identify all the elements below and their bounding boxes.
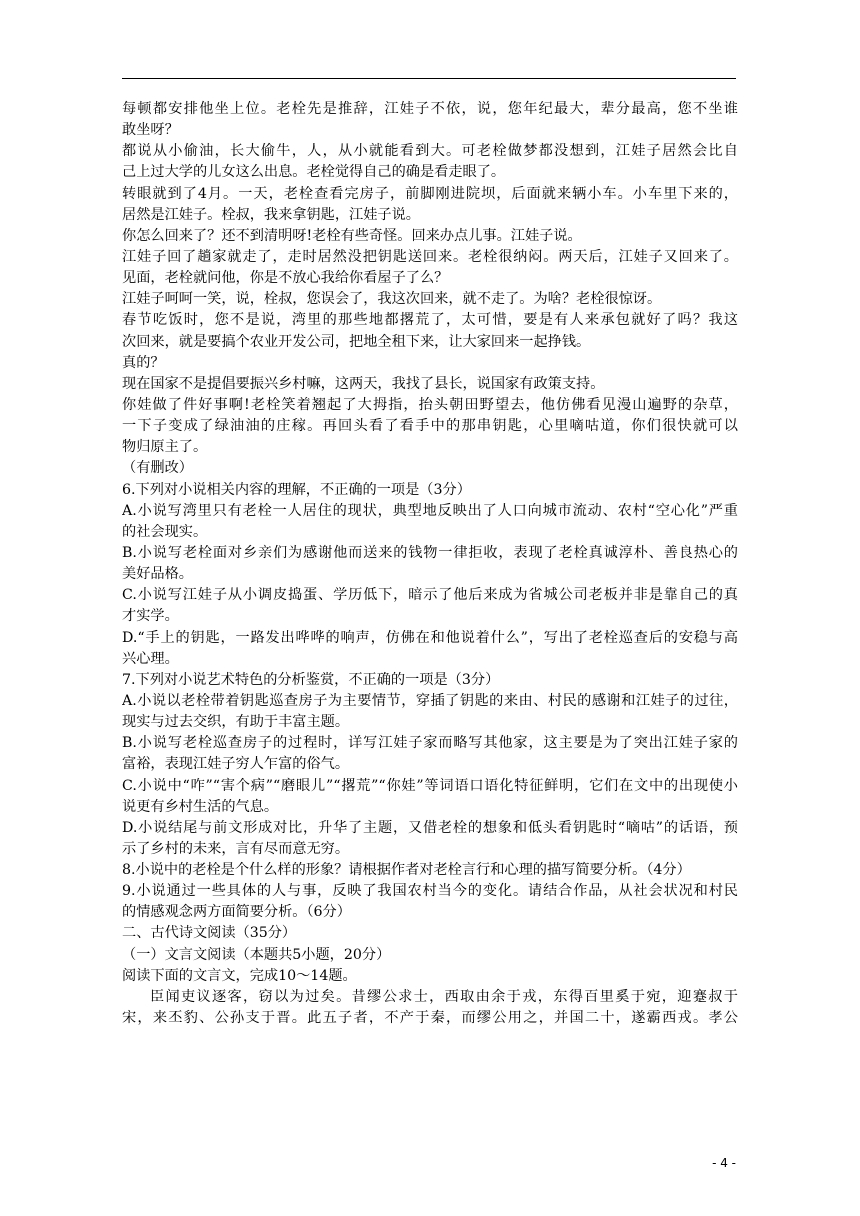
option-7c: C.小说中“咋”“害个病”“磨眼儿”“撂荒”“你娃”等词语口语化特征鲜明，它们在文中的出现使小 xyxy=(122,777,738,794)
header-rule xyxy=(122,78,736,79)
question-9-cont: 的情感观念两方面简要分析。（6分） xyxy=(122,904,351,921)
text-line: 江娃子回了趟家就走了，走时居然没把钥匙送回来。老栓很纳闷。两天后，江娃子又回来了。 xyxy=(122,248,738,265)
text-line: 你怎么回来了？还不到清明呀!老栓有些奇怪。回来办点儿事。江娃子说。 xyxy=(122,227,582,244)
text-line: 真的？ xyxy=(122,354,165,371)
option-7a: A.小说以老栓带着钥匙巡查房子为主要情节，穿插了钥匙的来由、村民的感谢和江娃子的过往， xyxy=(122,692,738,709)
question-6: 6.下列对小说相关内容的理解，不正确的一项是（3分） xyxy=(122,481,471,498)
option-6a-cont: 的社会现实。 xyxy=(122,523,208,540)
text-line: 都说从小偷油，长大偷牛，人，从小就能看到大。可老栓做梦都没想到，江娃子居然会比自 xyxy=(122,143,738,160)
text-line: 转眼就到了4月。一天，老栓查看完房子，前脚刚进院坝，后面就来辆小车。小车里下来的， xyxy=(122,185,738,202)
option-7d-cont: 示了乡村的未来，言有尽而意无穷。 xyxy=(122,840,350,857)
text-line: 江娃子呵呵一笑，说，栓叔，您误会了，我这次回来，就不走了。为啥？老栓很惊讶。 xyxy=(122,291,662,308)
text-line: 现在国家不是提倡要振兴乡村嘛，这两天，我找了县长，说国家有政策支持。 xyxy=(122,375,605,392)
question-8: 8.小说中的老栓是个什么样的形象？请根据作者对老栓言行和心理的描写简要分析。（4分） xyxy=(122,862,691,879)
text-line: 居然是江娃子。栓叔，我来拿钥匙，江娃子说。 xyxy=(122,206,420,223)
page-number: - 4 - xyxy=(712,1156,736,1170)
text-line: 次回来，就是要搞个农业开发公司，把地全租下来，让大家回来一起挣钱。 xyxy=(122,333,591,350)
classical-text-line: 臣闻吏议逐客，窃以为过矣。昔缪公求士，西取由余于戎，东得百里奚于宛，迎蹇叔于 xyxy=(150,988,738,1005)
option-6b-cont: 美好品格。 xyxy=(122,566,193,583)
question-7: 7.下列对小说艺术特色的分析鉴赏，不正确的一项是（3分） xyxy=(122,671,500,688)
text-line: 一下子变成了绿油油的庄稼。再回头看了看手中的那串钥匙，心里嘀咕道，你们很快就可以 xyxy=(122,418,738,435)
section-heading: 二、古代诗文阅读（35分） xyxy=(122,925,297,942)
document-body xyxy=(122,99,738,1029)
option-6b: B.小说写老栓面对乡亲们为感谢他而送来的钱物一律拒收，表现了老栓真诚淳朴、善良热心的 xyxy=(122,544,738,561)
classical-text-line: 宋，来丕豹、公孙支于晋。此五子者，不产于秦，而缪公用之，并国二十，遂霸西戎。孝公 xyxy=(122,1010,738,1027)
option-6c: C.小说写江娃子从小调皮捣蛋、学历低下，暗示了他后来成为省城公司老板并非是靠自己的真 xyxy=(122,587,738,604)
option-7a-cont: 现实与过去交织，有助于丰富主题。 xyxy=(122,714,350,731)
option-7d: D.小说结尾与前文形成对比，升华了主题，又借老栓的想象和低头看钥匙时“嘀咕”的话语，预 xyxy=(122,819,738,836)
text-line: 敢坐呀？ xyxy=(122,122,179,139)
text-line: 己上过大学的儿女这么出息。老栓觉得自己的确是看走眼了。 xyxy=(122,164,506,181)
option-6d: D.“手上的钥匙，一路发出哗哗的响声，仿佛在和他说着什么”，写出了老栓巡查后的安稳与高 xyxy=(122,629,738,646)
option-6c-cont: 才实学。 xyxy=(122,608,179,625)
option-7c-cont: 说更有乡村生活的气息。 xyxy=(122,798,279,815)
subsection-heading: （一）文言文阅读（本题共5小题，20分） xyxy=(122,946,391,963)
option-6a: A.小说写湾里只有老栓一人居住的现状，典型地反映出了人口向城市流动、农村“空心化”严重 xyxy=(122,502,738,519)
text-line: 春节吃饭时，您不是说，湾里的那些地都撂荒了，太可惜，要是有人来承包就好了吗？我这 xyxy=(122,312,738,329)
source-note: （有删改） xyxy=(122,460,193,477)
text-line: 你娃做了件好事啊!老栓笑着翘起了大拇指，抬头朝田野望去，他仿佛看见漫山遍野的杂草， xyxy=(122,396,738,413)
option-7b-cont: 富裕，表现江娃子穷人乍富的俗气。 xyxy=(122,756,350,773)
question-9: 9.小说通过一些具体的人与事，反映了我国农村当今的变化。请结合作品，从社会状况和村民 xyxy=(122,883,738,900)
text-line: 见面，老栓就问他，你是不放心我给你看屋子了么？ xyxy=(122,270,449,287)
text-line: 每顿都安排他坐上位。老栓先是推辞，江娃子不依，说，您年纪最大，辈分最高，您不坐谁 xyxy=(122,101,738,117)
option-7b: B.小说写老栓巡查房子的过程时，详写江娃子家而略写其他家，这主要是为了突出江娃子家的 xyxy=(122,735,738,752)
reading-instruction: 阅读下面的文言文，完成10～14题。 xyxy=(122,967,357,984)
option-6d-cont: 兴心理。 xyxy=(122,650,179,667)
text-line: 物归原主了。 xyxy=(122,439,208,456)
